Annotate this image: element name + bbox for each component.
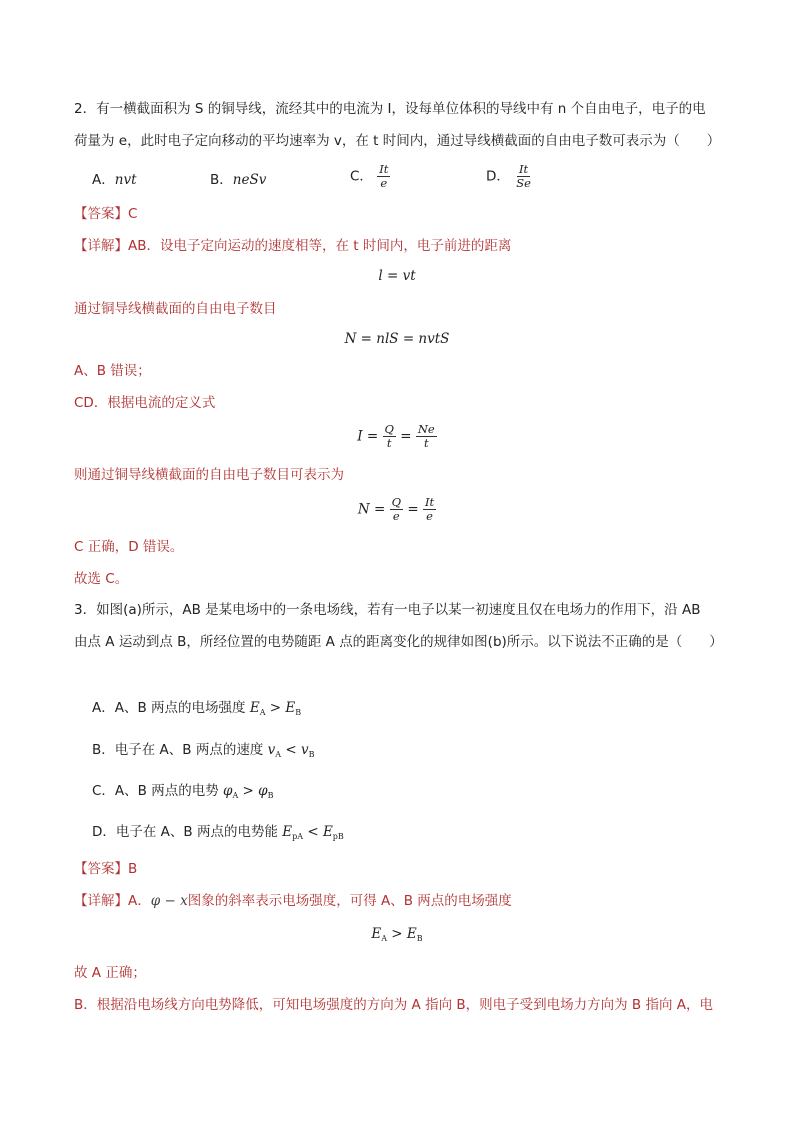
q2-option-a: A．nvt [92, 172, 137, 188]
q2-option-c-fraction: $\frac{It}{e}$ [379, 162, 389, 190]
q2-equation-2: N = nlS = nvtS [344, 331, 450, 347]
q3-stem-line2: 由点 A 运动到点 B，所经位置的电势随距 A 点的距离变化的规律如图(b)所示。以下说法不正确的是（ ） [74, 634, 723, 650]
q2-text-2: 通过铜导线横截面的自由电子数目 [74, 301, 277, 317]
q2-text-3: A、B 错误； [74, 363, 151, 379]
q2-option-b: B．neSv [210, 172, 267, 188]
q3-option-d: D．电子在 A、B 两点的电势能 $E_{pA} < E_{pB}$ [92, 824, 344, 841]
q3-equation-1: $E_A > E_B$ [371, 926, 423, 943]
q3-option-a-math: $E_A > E_B$ [249, 700, 302, 717]
q2-equation-1: l = vt [378, 268, 416, 284]
q3-option-a: A．A、B 两点的电场强度 $E_A > E_B$ [92, 700, 302, 717]
q2-detail-line1: 【详解】AB．设电子定向运动的速度相等，在 t 时间内，电子前进的距离 [74, 238, 512, 254]
q2-text-4: CD．根据电流的定义式 [74, 395, 216, 411]
q3-option-c: C．A、B 两点的电势 $\varphi_A > \varphi_B$ [92, 783, 274, 800]
q3-option-d-math: $E_{pA} < E_{pB}$ [282, 824, 344, 841]
q3-detail-line1: 【详解】A．φ − x图象的斜率表示电场强度，可得 A、B 两点的电场强度 [74, 893, 512, 909]
q3-option-b: B．电子在 A、B 两点的速度 $v_A < v_B$ [92, 742, 315, 759]
q2-text-7: 故选 C。 [74, 571, 129, 587]
q3-answer: 【答案】B [74, 861, 138, 877]
q3-text-3: B．根据沿电场线方向电势降低，可知电场强度的方向为 A 指向 B，则电子受到电场力方向为 B 指向 A，电 [74, 997, 714, 1013]
q2-text-5: 则通过铜导线横截面的自由电子数目可表示为 [74, 467, 344, 483]
q2-option-d: D． $\frac{It}{Se}$ [486, 162, 531, 190]
q2-answer: 【答案】C [74, 206, 138, 222]
q2-stem-line2: 荷量为 e，此时电子定向移动的平均速率为 v，在 t 时间内，通过导线横截面的自由电子数可表示为（ ） [74, 133, 721, 149]
q2-option-d-fraction: $\frac{It}{Se}$ [516, 162, 531, 190]
q2-text-6: C 正确，D 错误。 [74, 539, 184, 555]
q3-stem-line1: 3．如图(a)所示，AB 是某电场中的一条电场线，若有一电子以某一初速度且仅在电场力的作用下，沿 AB [74, 602, 701, 618]
q2-stem-line1: 2．有一横截面积为 S 的铜导线，流经其中的电流为 I，设每单位体积的导线中有 n 个自由电子，电子的电 [74, 101, 706, 117]
q3-option-b-math: $v_A < v_B$ [267, 742, 315, 759]
q2-equation-3: I = $\frac{Q}{t}$ = $\frac{Ne}{t}$ [357, 422, 435, 450]
q2-option-c: C． $\frac{It}{e}$ [350, 162, 389, 190]
q3-option-c-math: $\varphi_A > \varphi_B$ [223, 783, 274, 800]
q2-equation-4: N = $\frac{Q}{e}$ = $\frac{It}{e}$ [357, 495, 435, 523]
q3-text-2: 故 A 正确； [74, 965, 146, 981]
